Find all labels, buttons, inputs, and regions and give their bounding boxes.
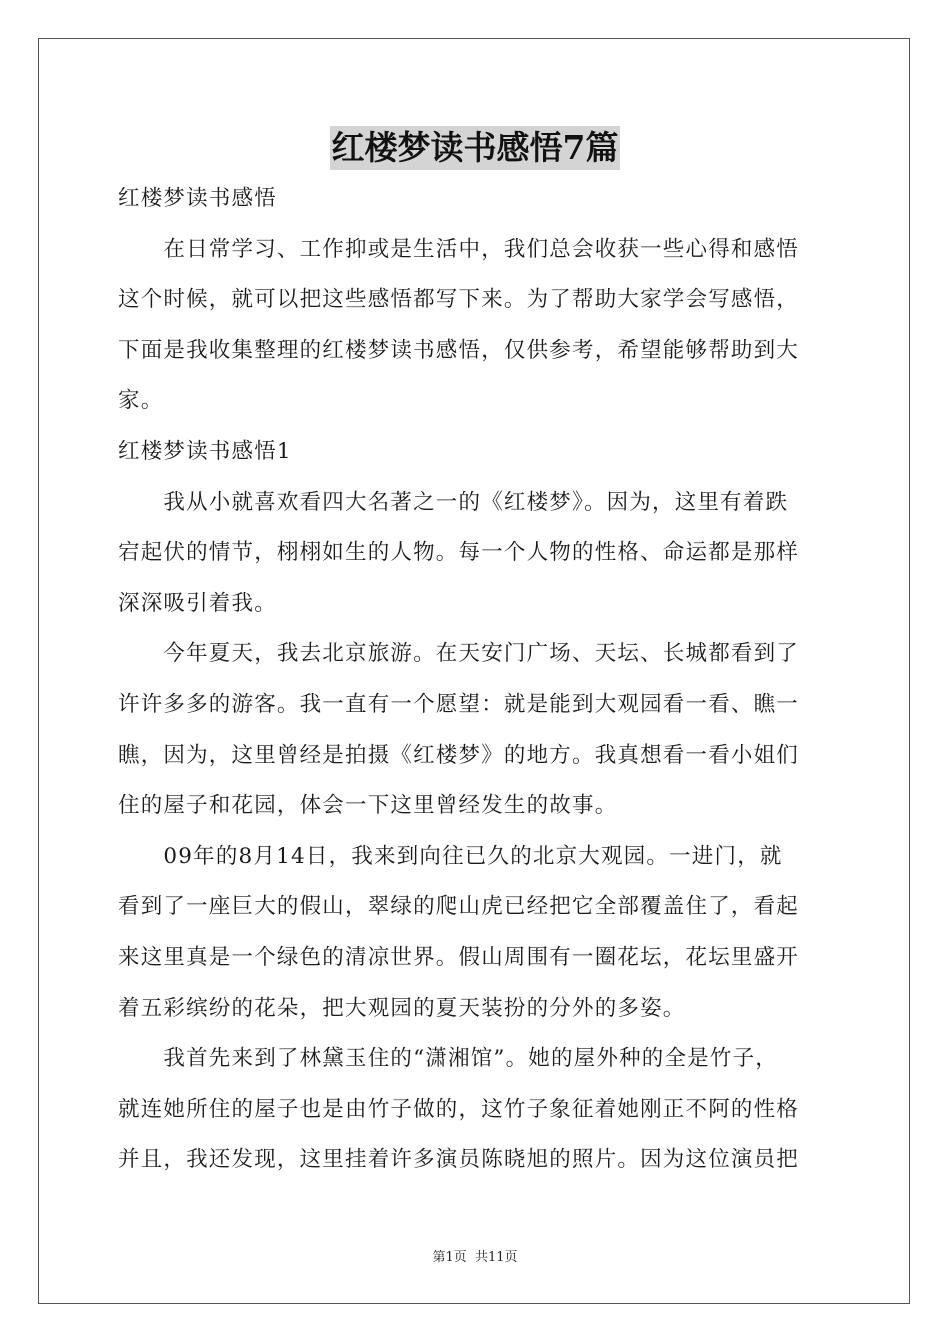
section-heading: 红楼梦读书感悟 <box>118 186 277 211</box>
document-body <box>118 174 836 1186</box>
body-line: 我从小就喜欢看四大名著之一的《红楼梦》。因为，这里有着跌 <box>118 489 789 515</box>
page-number: 第1页 <box>432 1250 467 1265</box>
body-line: 今年夏天，我去北京旅游。在天安门广场、天坛、长城都看到了 <box>118 641 800 667</box>
title-container <box>0 126 950 170</box>
page-total: 共11页 <box>474 1250 518 1265</box>
body-line: 来这里真是一个绿色的清凉世界。假山周围有一圈花坛，花坛里盛开 <box>118 944 800 970</box>
body-line: 着五彩缤纷的花朵，把大观园的夏天装扮的分外的多姿。 <box>118 995 686 1021</box>
page-footer <box>0 1246 950 1265</box>
body-line: 瞧，因为，这里曾经是拍摄《红楼梦》的地方。我真想看一看小姐们 <box>118 742 800 768</box>
body-line: 许许多多的游客。我一直有一个愿望：就是能到大观园看一看、瞧一 <box>118 691 800 717</box>
body-line: 住的屋子和花园，体会一下这里曾经发生的故事。 <box>118 793 618 819</box>
body-line: 这个时候，就可以把这些感悟都写下来。为了帮助大家学会写感悟， <box>118 287 800 313</box>
body-line: 我首先来到了林黛玉住的“潇湘馆”。她的屋外种的全是竹子， <box>118 1046 778 1072</box>
body-line: 就连她所住的屋子也是由竹子做的，这竹子象征着她刚正不阿的性格 <box>118 1096 800 1122</box>
body-line: 并且，我还发现，这里挂着许多演员陈晓旭的照片。因为这位演员把 <box>118 1147 800 1173</box>
section-heading: 红楼梦读书感悟1 <box>118 438 292 464</box>
body-line: 下面是我收集整理的红楼梦读书感悟，仅供参考，希望能够帮助到大 <box>118 337 800 363</box>
body-line: 09年的8月14日，我来到向往已久的北京大观园。一进门，就 <box>118 843 783 869</box>
body-line: 家。 <box>118 388 164 414</box>
body-line: 在日常学习、工作抑或是生活中，我们总会收获一些心得和感悟 <box>118 236 800 262</box>
body-line: 宕起伏的情节，栩栩如生的人物。每一个人物的性格、命运都是那样 <box>118 540 800 566</box>
document-title: 红楼梦读书感悟7篇 <box>330 126 621 170</box>
body-line: 深深吸引着我。 <box>118 590 277 616</box>
body-line: 看到了一座巨大的假山，翠绿的爬山虎已经把它全部覆盖住了，看起 <box>118 894 800 920</box>
